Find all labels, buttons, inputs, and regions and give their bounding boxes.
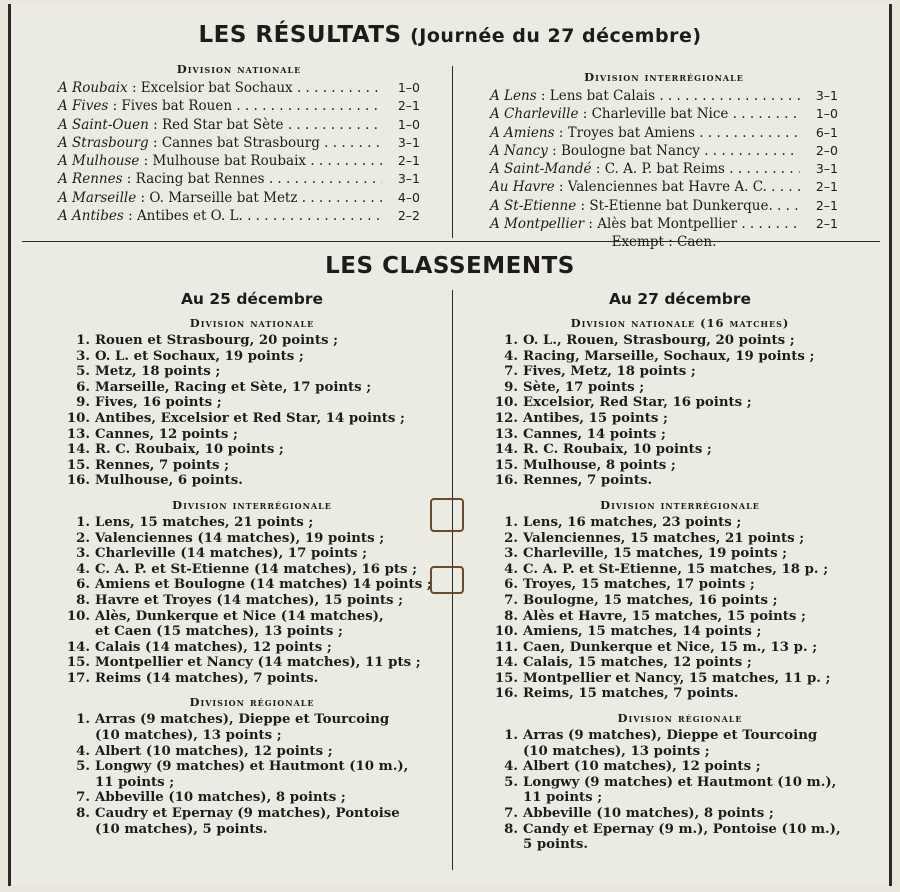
match-place: A Fives [58,98,109,115]
match-place: A Charleville [490,106,579,123]
division-heading: Division nationale (16 matches) [570,316,790,330]
standing-rank: 1. [504,514,518,530]
match-place: A Montpellier [490,216,585,233]
match-text: Excelsior bat Sochaux . . . [141,79,382,97]
standing-line [490,442,870,458]
match-result [490,215,838,233]
standing-rank: 2. [76,530,90,546]
match-score: 2–0 [815,142,838,158]
standing-text: Metz, 18 points ; [95,364,221,380]
results-subtitle: (Journée du 27 décembre) [410,25,702,47]
standing-text: O. L., Rouen, Strasbourg, 20 points ; [523,333,795,348]
standing-text: Excelsior, Red Star, 16 points ; [523,395,752,411]
match-text: Boulogne bat Nancy . . . [561,142,800,160]
standing-text: Abbeville (10 matches), 8 points ; [95,790,346,806]
standing-rank: 7. [504,364,518,380]
standing-line [62,411,442,427]
match-score: 6–1 [815,124,838,140]
standing-rank: 9. [76,395,90,411]
match-text: Racing bat Rennes . . . [136,170,382,188]
standing-rank: 9. [504,379,518,395]
match-place: A Marseille [58,189,137,206]
standing-text: Longwy (9 matches) et Hautmont (10 m.), [95,759,409,775]
match-separator: : [148,116,162,133]
standing-text: Mulhouse, 8 points ; [523,457,676,473]
standing-text: Albert (10 matches), 12 points ; [523,759,761,775]
standing-text: Lens, 15 matches, 21 points ; [95,514,314,530]
match-separator: : [576,197,590,214]
division-heading: Division régionale [617,711,743,726]
match-text: St-Etienne bat Dunkerque. . . . [589,197,800,215]
standing-line [490,686,870,702]
standing-line [62,822,442,838]
match-result [58,134,420,152]
standing-line [490,546,870,562]
standing-text: Montpellier et Nancy, 15 matches, 11 p. ; [523,670,831,686]
standing-rank: 8. [504,608,518,624]
standing-line [490,837,870,853]
standing-line [62,380,442,396]
standing-text: R. C. Roubaix, 10 points ; [95,442,284,458]
match-separator: : [578,106,592,123]
standing-text: (10 matches), 13 points ; [523,743,710,759]
standing-text: 11 points ; [95,774,175,790]
standing-rank: 4. [76,561,90,577]
match-text: Lens bat Calais . . . [550,87,800,105]
standing-line [62,364,442,380]
standing-line [62,775,442,791]
standing-text: Charleville, 15 matches, 19 points ; [523,546,788,562]
standing-text: Calais (14 matches), 12 points ; [95,639,332,655]
match-result [490,160,838,178]
match-score: 4–0 [397,189,420,205]
standing-text: Rennes, 7 points ; [95,457,229,473]
match-score: 2–1 [397,98,420,114]
standing-line [62,349,442,365]
standing-line [62,806,442,822]
standing-rank: 16. [66,473,90,489]
standing-text: Alès et Havre, 15 matches, 15 points ; [523,608,806,624]
standing-line [62,442,442,458]
match-score: 2–1 [397,153,420,169]
staple-bottom [430,566,464,594]
standing-line [62,333,442,349]
standing-line [62,655,442,671]
standing-rank: 16. [494,686,518,702]
standing-line [490,473,870,489]
standing-text: Lens, 16 matches, 23 points ; [523,514,742,530]
match-result [58,116,420,134]
standing-line [490,655,870,671]
standing-text: Montpellier et Nancy (14 matches), 11 pts ; [95,655,421,671]
standing-line [490,744,870,760]
match-place: A Mulhouse [58,153,140,170]
standing-line [490,671,870,687]
match-separator: : [127,80,141,96]
standing-line [62,790,442,806]
standing-text: Amiens, 15 matches, 14 points ; [523,624,762,640]
standing-text: Caen, Dunkerque et Nice, 15 m., 13 p. ; [523,639,818,655]
standings-date: Au 25 décembre [180,290,324,308]
standing-text: Cannes, 12 points ; [95,426,238,442]
standing-line [490,624,870,640]
standing-rank: 4. [504,561,518,577]
standing-rank: 2. [504,530,518,546]
standing-line [490,395,870,411]
match-place: A Nancy [490,142,548,159]
standing-line [490,411,870,427]
standing-text: Havre et Troyes (14 matches), 15 points ; [95,592,404,608]
match-separator: : [547,142,561,159]
standing-rank: 13. [66,426,90,442]
match-text: Charleville bat Nice . . . [592,105,800,123]
results-nationale [58,62,420,225]
standing-rank: 17. [66,670,90,686]
standing-rank: 15. [66,655,90,671]
match-separator: : [139,153,153,170]
standing-line [490,806,870,822]
standing-text: Reims (14 matches), 7 points. [95,670,319,686]
standing-line [490,333,870,349]
standing-rank: 14. [66,639,90,655]
division-heading: Division interrégionale [600,497,760,512]
standing-rank: 10. [494,395,518,411]
standing-rank: 3. [504,546,518,562]
division-heading: Division régionale [189,695,315,710]
match-place: A Lens [490,88,537,104]
standing-text: Racing, Marseille, Sochaux, 19 points ; [523,348,815,364]
standing-text: Candy et Epernay (9 m.), Pontoise (10 m.), [523,821,841,837]
standing-text: (10 matches), 5 points. [95,821,268,837]
match-separator: : [554,179,568,196]
standing-text: O. L. et Sochaux, 19 points ; [95,348,304,364]
standing-line [490,531,870,547]
standing-text: Arras (9 matches), Dieppe et Tourcoing [95,712,390,728]
match-place: A Strasbourg [58,134,149,151]
standing-rank: 1. [504,333,518,348]
standing-text: Caudry et Epernay (9 matches), Pontoise [95,806,400,822]
standing-line [62,744,442,760]
standing-rank: 10. [494,624,518,640]
standing-text: Reims, 15 matches, 7 points. [523,686,739,702]
standings-title: LES CLASSEMENTS [325,253,575,279]
standing-rank: 3. [76,546,90,562]
standing-line [62,473,442,489]
standing-rank: 7. [504,806,518,822]
standing-rank: 6. [76,379,90,395]
standing-text: Abbeville (10 matches), 8 points ; [523,806,774,822]
standings-left [62,290,442,837]
standing-line [490,562,870,578]
standing-text: Rennes, 7 points. [523,473,653,489]
match-separator: : [591,161,605,178]
standing-text: Alès, Dunkerque et Nice (14 matches), [95,608,384,624]
standing-line [62,395,442,411]
standing-line [62,728,442,744]
standing-text: Albert (10 matches), 12 points ; [95,743,333,759]
standing-rank: 14. [494,442,518,458]
match-score: 3–1 [815,161,838,177]
standing-line [62,577,442,593]
standing-text: Fives, 16 points ; [95,395,222,411]
match-place: Au Havre [490,179,555,196]
match-score: 1–0 [815,106,838,122]
standing-rank: 3. [76,348,90,364]
match-result [58,152,420,170]
standing-text: Valenciennes (14 matches), 19 points ; [95,530,385,546]
standing-line [490,790,870,806]
standing-text: Sète, 17 points ; [523,379,645,395]
standing-rank: 5. [76,364,90,380]
standing-rank: 12. [494,410,518,426]
standing-line [62,458,442,474]
standing-text: Mulhouse, 6 points. [95,473,243,489]
standing-text: Cannes, 14 points ; [523,426,666,442]
standing-rank: 5. [76,759,90,775]
standing-rank: 14. [494,655,518,671]
match-place: A Rennes [58,171,123,188]
standing-line [490,427,870,443]
standing-text: C. A. P. et St-Etienne (14 matches), 16 pts ; [95,561,418,577]
standing-text: Arras (9 matches), Dieppe et Tourcoing [523,728,818,744]
standing-rank: 14. [66,442,90,458]
match-separator: : [554,124,568,141]
standing-rank: 13. [494,426,518,442]
staple-top [430,498,464,532]
match-score: 2–1 [815,179,838,195]
match-result [490,87,838,105]
results-header [0,22,900,48]
standing-text: Antibes, Excelsior et Red Star, 14 points ; [95,410,405,426]
standing-text: 11 points ; [523,790,603,806]
match-result [490,178,838,196]
standing-text: C. A. P. et St-Etienne, 15 matches, 18 p. ; [523,561,829,577]
standing-line [490,349,870,365]
match-score: 2–2 [397,208,420,224]
division-heading: Division nationale [176,62,302,76]
standing-text: Amiens et Boulogne (14 matches) 14 points ; [95,577,432,593]
standings-date: Au 27 décembre [608,290,752,308]
standing-rank: 1. [76,514,90,530]
standing-text: Antibes, 15 points ; [523,410,668,426]
match-separator: : [123,208,137,225]
standing-rank: 1. [504,728,518,744]
match-text: Red Star bat Sète . . . [162,116,382,134]
standing-line [62,593,442,609]
standing-line [490,640,870,656]
standing-text: 5 points. [523,837,589,853]
standing-rank: 6. [76,577,90,593]
match-result [490,142,838,160]
standing-line [62,624,442,640]
standings-right [490,290,870,853]
standing-text: Longwy (9 matches) et Hautmont (10 m.), [523,774,837,790]
standing-rank: 7. [504,592,518,608]
standing-text: Fives, Metz, 18 points ; [523,364,696,380]
match-result [58,189,420,207]
match-separator: : [148,134,162,151]
results-title: LES RÉSULTATS [198,22,402,48]
standing-text: Calais, 15 matches, 12 points ; [523,655,752,671]
match-result [58,207,420,225]
standing-line [490,364,870,380]
standing-rank: 11. [494,639,518,655]
match-score: 3–1 [397,171,420,187]
exempt-note: Exempt : Caen. [611,234,717,251]
match-result [490,197,838,215]
match-text: Valenciennes bat Havre A. C. . . . [568,178,800,196]
match-separator: : [584,216,598,233]
standing-line [490,577,870,593]
match-score: 1–0 [397,80,420,95]
match-result [58,170,420,188]
match-score: 2–1 [815,197,838,213]
standing-line [62,546,442,562]
standing-rank: 4. [504,348,518,364]
match-result [490,124,838,142]
division-heading: Division interrégionale [172,497,332,512]
match-place: A Antibes [58,208,124,225]
standing-line [62,427,442,443]
standing-line [490,593,870,609]
match-text: O. Marseille bat Metz . . . [149,189,382,207]
standing-text: Charleville (14 matches), 17 points ; [95,546,368,562]
match-text: Fives bat Rouen . . . [121,97,382,115]
standing-text: (10 matches), 13 points ; [95,728,282,744]
standing-line [490,515,870,531]
division-heading: Division interrégionale [584,70,744,84]
standing-line [62,671,442,687]
standing-rank: 8. [504,821,518,837]
match-score: 1–0 [397,116,420,132]
standing-rank: 10. [66,410,90,426]
match-place: A Saint-Mandé [490,161,592,178]
standing-text: Marseille, Racing et Sète, 17 points ; [95,379,372,395]
standing-rank: 16. [494,473,518,489]
match-text: Troyes bat Amiens . . . [568,124,800,142]
standing-rank: 10. [66,608,90,624]
standing-rank: 4. [504,759,518,775]
match-score: 3–1 [397,134,420,150]
standing-line [490,728,870,744]
standing-rank: 7. [76,790,90,806]
standing-rank: 15. [494,457,518,473]
standing-line [62,515,442,531]
standing-rank: 6. [504,577,518,593]
match-text: Cannes bat Strasbourg . . . [162,134,382,152]
match-place: A Saint-Ouen [58,116,149,133]
standing-rank: 1. [76,712,90,728]
standing-rank: 5. [504,774,518,790]
standing-rank: 4. [76,743,90,759]
match-result [490,105,838,123]
standing-line [62,712,442,728]
standing-text: Troyes, 15 matches, 17 points ; [523,577,755,593]
standing-text: et Caen (15 matches), 13 points ; [95,624,343,640]
match-separator: : [122,171,136,188]
match-place: A Amiens [490,124,555,141]
division-heading: Division nationale [189,316,315,330]
match-text: Mulhouse bat Roubaix . . . [152,152,382,170]
match-place: A St-Etienne [490,197,577,214]
match-place: A Roubaix [58,80,128,96]
match-separator: : [536,88,550,104]
standing-line [490,609,870,625]
standing-line [490,759,870,775]
standing-line [490,380,870,396]
match-result [58,79,420,97]
match-text: Alès bat Montpellier . . . [597,215,800,233]
match-result [58,97,420,115]
results-divider [452,66,453,238]
standing-line [62,609,442,625]
standing-text: Boulogne, 15 matches, 16 points ; [523,592,778,608]
match-text: C. A. P. bat Reims . . . [605,160,800,178]
results-interregionale [490,70,838,251]
match-score: 3–1 [815,88,838,103]
standing-text: Rouen et Strasbourg, 20 points ; [95,333,339,348]
standing-line [490,822,870,838]
standing-line [490,458,870,474]
standing-line [62,531,442,547]
match-text: Antibes et O. L. . . . [137,207,382,225]
standing-rank: 1. [76,333,90,348]
standing-line [62,562,442,578]
standing-rank: 15. [494,670,518,686]
match-separator: : [136,189,150,206]
match-separator: : [108,98,122,115]
standing-line [62,640,442,656]
standing-rank: 15. [66,457,90,473]
standing-line [62,759,442,775]
standing-rank: 8. [76,592,90,608]
match-score: 2–1 [815,216,838,232]
standing-text: Valenciennes, 15 matches, 21 points ; [523,530,805,546]
standing-text: R. C. Roubaix, 10 points ; [523,442,712,458]
standing-rank: 8. [76,806,90,822]
standing-line [490,775,870,791]
